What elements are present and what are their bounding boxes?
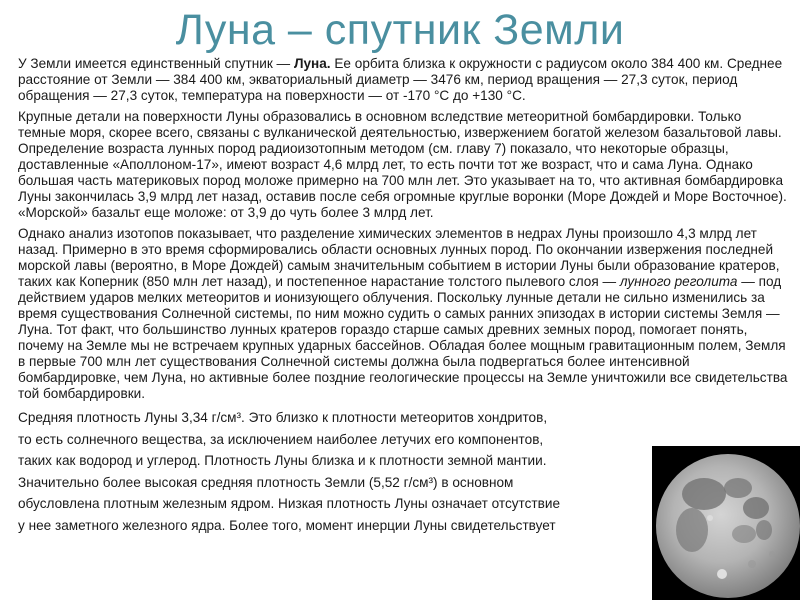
- density-line: таких как водород и углерод. Плотность Луны близка и к плотности земной мантии.: [18, 453, 547, 468]
- density-line: то есть солнечного вещества, за исключением наиболее летучих его компонентов,: [18, 431, 544, 447]
- density-line: у нее заметного железного ядра. Более того, момент инерции Луны свидетельствует: [18, 517, 556, 533]
- isotopes-text-rest: — под действием ударов мелких метеоритов и ионизующего облучения. Поскольку лунные детали не сильно изменились за время существования Солнечной системы, по ним можно судить о самых ранних эпизодах в истории системы Земля — Луна. Тот факт, что большинство лунных кратеров гораздо старше самых древних земных пород, помогает понять, почему на Земле мы не встречаем крупных ударных бассейнов. Обладая более мощным гравитационным полем, Земля в первые 700 млн лет существования Солнечной системы должна была подвергаться более интенсивной бомбардировке, чем Луна, но активные более поздние геологические процессы на Земле уничтожили все свидетельства той бомбардировки.: [18, 274, 788, 401]
- paragraph-isotopes: [18, 226, 790, 402]
- regolith-term: лунного реголита: [619, 274, 738, 289]
- intro-text: У Земли имеется единственный спутник —: [18, 56, 294, 71]
- paragraph-intro: [18, 56, 790, 104]
- intro-text-rest: Ее орбита близка к окружности с радиусом около 384 400 км. Среднее расстояние от Земли — 384 400 км, экваториальный диаметр — 3476 км, период вращения — 27,3 суток, период обращения — 27,3 суток, температура на поверхности — от -170 °С до +130 °С.: [18, 56, 783, 103]
- density-line: Средняя плотность Луны 3,34 г/см³. Это близко к плотности метеоритов хондритов,: [18, 410, 548, 425]
- density-line: Значительно более высокая средняя плотность Земли (5,52 г/см³) в основном: [18, 474, 514, 490]
- density-line: обусловлена плотным железным ядром. Низкая плотность Луны означает отсутствие: [18, 496, 561, 511]
- moon-photo: [652, 446, 800, 600]
- moon-name: Луна.: [293, 56, 331, 71]
- slide-title: Луна – спутник Земли: [175, 6, 625, 54]
- paragraph-surface: Крупные детали на поверхности Луны образовались в основном вследствие метеоритной бомбардировки. Только темные моря, скорее всего, связаны с вулканической деятельностью, извержением богатой железом базальтовой лавы. Определение возраста лунных пород радиоизотопным методом (см. главу 7) показало, что некоторые образцы, доставленные «Аполлоном-17», имеют возраст 4,6 млрд лет, то есть почти тот же возраст, что и сама Луна. Однако большая часть материковых пород моложе примерно на 700 млн лет. Это указывает на то, что активная бомбардировка Луны закончилась 3,9 млрд лет назад, оставив после себя огромные круглые воронки (Море Дождей и Море Восточное). «Морской» базальт еще моложе: от 3,9 до чуть более 3 млрд лет.: [18, 109, 787, 220]
- isotopes-text: Однако анализ изотопов показывает, что разделение химических элементов в недрах Луны произошло 4,3 млрд лет назад. Примерно в это время сформировались области основных лунных пород. По окончании извержения последней морской лавы (вероятно, в Море Дождей) самым значительным событием в истории Луны были образование кратеров, таких как Коперник (850 млн лет назад), и постепенное нарастание толстого пылевого слоя —: [18, 226, 780, 289]
